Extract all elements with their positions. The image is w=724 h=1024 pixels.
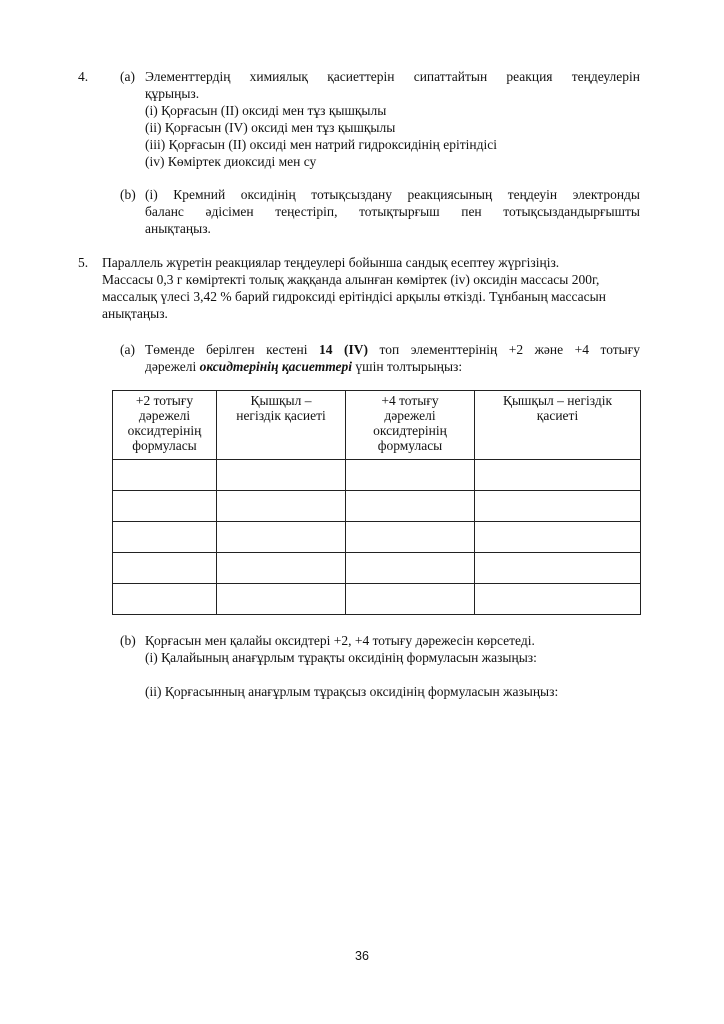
q4-b-text-line3: анықтаңыз. bbox=[145, 221, 211, 236]
table-header-row bbox=[113, 391, 641, 460]
table-cell-input[interactable] bbox=[217, 491, 346, 522]
table-header-cell: +4 тотығу дәрежелі оксидтерінің формуласы bbox=[346, 391, 475, 460]
q5-text-line3: массалық үлесі 3,42 % барий гидроксиді ерітіндісі арқылы өткізді. Тұнбаның массасын bbox=[102, 289, 606, 304]
table-cell-input[interactable] bbox=[113, 522, 217, 553]
table-cell-input[interactable] bbox=[113, 491, 217, 522]
q6-b-text-line1: Қорғасын мен қалайы оксидтері +2, +4 тотығу дәрежесін көрсетеді. bbox=[145, 633, 535, 648]
table-row bbox=[113, 460, 641, 491]
table-row bbox=[113, 584, 641, 615]
table-header-cell: Қышқыл – негіздік қасиеті bbox=[217, 391, 346, 460]
q6-a-text2-emphasis: оксидтерінің қасиеттері bbox=[199, 359, 353, 374]
table-cell-input[interactable] bbox=[113, 460, 217, 491]
q4-b-marker: (b) bbox=[120, 187, 136, 202]
table-cell-input[interactable] bbox=[346, 584, 475, 615]
q6-b-marker: (b) bbox=[120, 633, 136, 648]
question-4-number: 4. bbox=[78, 69, 89, 84]
q6-b-item-ii: (іі) Қорғасынның анағұрлым тұрақсыз оксидінің формуласын жазыңыз: bbox=[145, 684, 559, 699]
table-cell-input[interactable] bbox=[217, 553, 346, 584]
table-cell-input[interactable] bbox=[346, 491, 475, 522]
q6-a-text-pre: Төменде берілген кестені bbox=[145, 342, 308, 357]
table-cell-input[interactable] bbox=[113, 584, 217, 615]
q5-text-line4: анықтаңыз. bbox=[102, 306, 168, 321]
question-5-number: 5. bbox=[78, 255, 89, 270]
table-cell-input[interactable] bbox=[346, 553, 475, 584]
q4-b-text-line2: баланс әдісімен теңестіріп, тотықтырғыш пен тотықсыздандырғышты bbox=[145, 204, 640, 219]
table-cell-input[interactable] bbox=[113, 553, 217, 584]
table-row bbox=[113, 491, 641, 522]
q6-a-text-post: топ элементтерінің +2 және +4 тотығу bbox=[379, 342, 641, 357]
table-cell-input[interactable] bbox=[475, 491, 641, 522]
q6-b-item-i: (і) Қалайының анағұрлым тұрақты оксидінің формуласын жазыңыз: bbox=[145, 650, 537, 665]
table-cell-input[interactable] bbox=[217, 522, 346, 553]
table-cell-input[interactable] bbox=[475, 553, 641, 584]
table-cell-input[interactable] bbox=[217, 460, 346, 491]
page-number: 36 bbox=[355, 949, 369, 963]
q4-a-marker: (a) bbox=[120, 69, 135, 84]
q6-a-text-group: 14 (IV) bbox=[319, 342, 369, 357]
q4-a-text-line1: Элементтердің химиялық қасиеттерін сипаттайтын реакция теңдеулерін bbox=[145, 69, 640, 84]
oxides-table bbox=[112, 390, 641, 615]
q6-a-text2-pre: дәрежелі bbox=[145, 359, 197, 374]
q6-a-text-line2 bbox=[145, 359, 462, 375]
table-cell-input[interactable] bbox=[346, 460, 475, 491]
q4-a-item-i: (i) Қорғасын (ІІ) оксиді мен тұз қышқылы bbox=[145, 103, 387, 118]
table-header-cell: +2 тотығу дәрежелі оксидтерінің формуласы bbox=[113, 391, 217, 460]
q4-b-text-line1: (i) Кремний оксидінің тотықсыздану реакциясының теңдеуін электронды bbox=[145, 187, 640, 202]
q4-a-text-line2: құрыңыз. bbox=[145, 86, 200, 101]
table-cell-input[interactable] bbox=[475, 584, 641, 615]
q4-a-item-ii: (ii) Қорғасын (ІV) оксиді мен тұз қышқылы bbox=[145, 120, 396, 135]
q6-a-text2-post: үшін толтырыңыз: bbox=[355, 359, 463, 374]
q4-a-item-iv: (iv) Көміртек диоксиді мен су bbox=[145, 154, 317, 169]
table-row bbox=[113, 553, 641, 584]
table-header-cell: Қышқыл – негіздік қасиеті bbox=[475, 391, 641, 460]
table-cell-input[interactable] bbox=[475, 522, 641, 553]
table-cell-input[interactable] bbox=[346, 522, 475, 553]
q4-a-item-iii: (iii) Қорғасын (ІІ) оксиді мен натрий гидроксидінің ерітіндісі bbox=[145, 137, 497, 152]
q6-a-text-line1 bbox=[145, 342, 640, 358]
table-cell-input[interactable] bbox=[475, 460, 641, 491]
table-cell-input[interactable] bbox=[217, 584, 346, 615]
q5-text-line2: Массасы 0,3 г көміртекті толық жаққанда алынған көміртек (іv) оксидін массасы 200г, bbox=[102, 272, 600, 287]
q5-text-line1: Параллель жүретін реакциялар теңдеулері бойынша сандық есептеу жүргізіңіз. bbox=[102, 255, 560, 270]
q6-a-marker: (a) bbox=[120, 342, 135, 357]
table-row bbox=[113, 522, 641, 553]
